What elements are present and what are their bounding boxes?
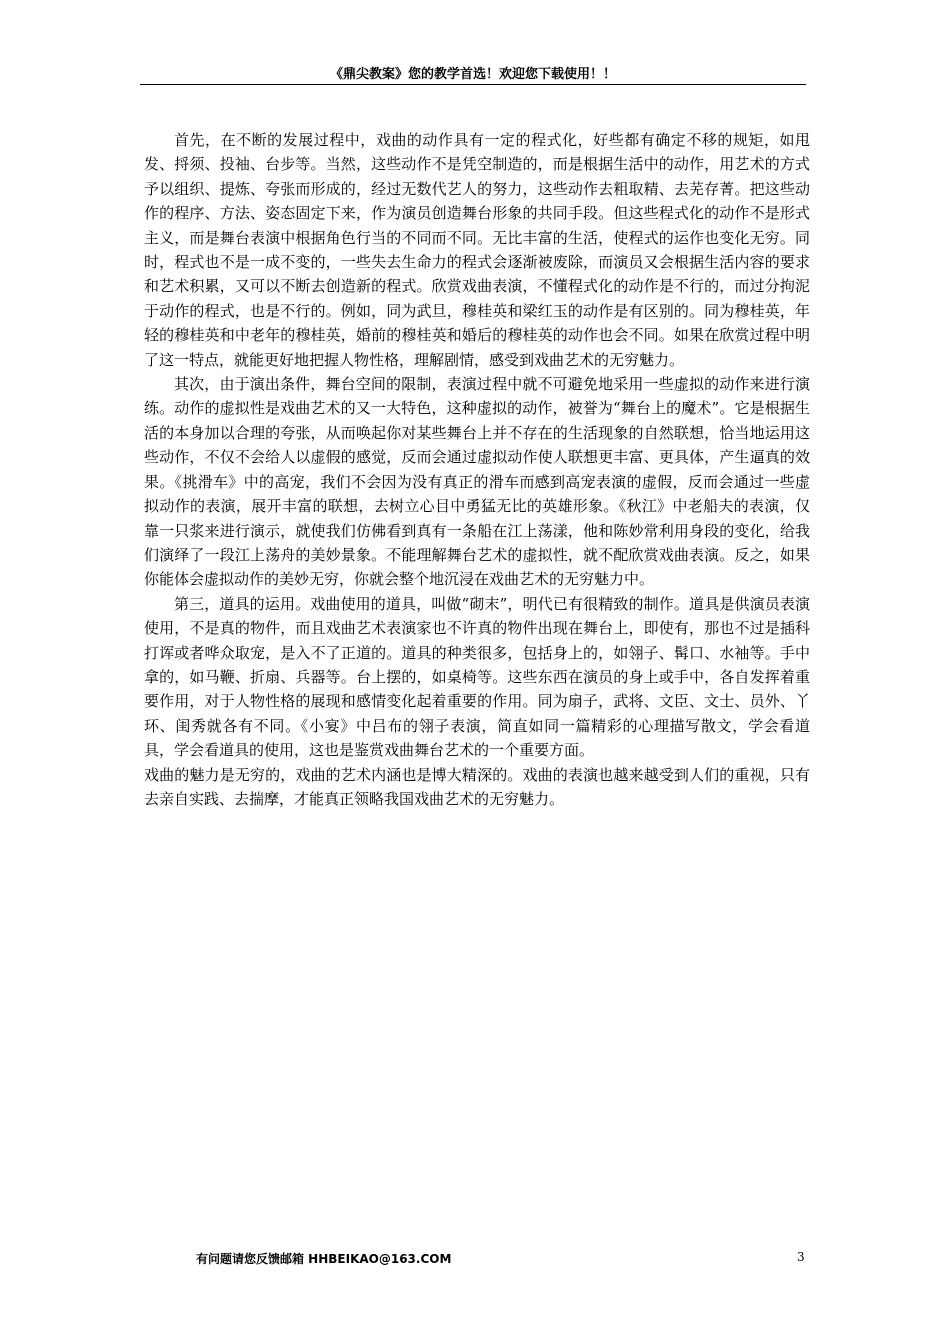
paragraph-3: 第三，道具的运用。戏曲使用的道具，叫做“砌末”，明代已有很精致的制作。道具是供演员表演使用，不是真的物件，而且戏曲艺术表演家也不许真的物件出现在舞台上，即使有，那也不过是插科打诨或者哗众取宠，是入不了正道的。道具的种类很多，包括身上的，如翎子、髯口、水袖等。手中拿的，如马鞭、折扇、兵器等。台上摆的，如桌椅等。这些东西在演员的身上或手中，各自发挥着重要作用，对于人物性格的展现和感情变化起着重要的作用。同为扇子，武将、文臣、文士、员外、丫环、闺秀就各有不同。《小宴》中吕布的翎子表演，简直如同一篇精彩的心理描写散文，学会看道具，学会看道具的使用，这也是鉴赏戏曲舞台艺术的一个重要方面。 — [144, 594, 810, 760]
paragraph-1: 首先，在不断的发展过程中，戏曲的动作具有一定的程式化，好些都有确定不移的规矩，如甩发、捋须、投袖、台步等。当然，这些动作不是凭空制造的，而是根据生活中的动作，用艺术的方式予以组织、提炼、夸张而形成的，经过无数代艺人的努力，这些动作去粗取精、去芜存菁。把这些动作的程序、方法、姿态固定下来，作为演员创造舞台形象的共同手段。但这些程式化的动作不是形式主义，而是舞台表演中根据角色行当的不同而不同。无比丰富的生活，使程式的运作也变化无穷。同时，程式也不是一成不变的，一些失去生命力的程式会逐渐被废除，而演员又会根据生活内容的要求和艺术积累，又可以不断去创造新的程式。欣赏戏曲表演，不懂程式化的动作是不行的，而过分拘泥于动作的程式，也是不行的。例如，同为武旦，穆桂英和梁红玉的动作是有区别的。同为穆桂英，年轻的穆桂英和中老年的穆桂英，婚前的穆桂英和婚后的穆桂英的动作也会不同。如果在欣赏过程中明了这一特点，就能更好地把握人物性格，理解剧情，感受到戏曲艺术的无穷魅力。 — [144, 131, 810, 369]
paragraph-4: 戏曲的魅力是无穷的，戏曲的艺术内涵也是博大精深的。戏曲的表演也越来越受到人们的重视，只有去亲自实践、去揣摩，才能真正领略我国戏曲艺术的无穷魅力。 — [144, 765, 810, 808]
header-divider — [140, 84, 806, 85]
paragraph-2: 其次，由于演出条件，舞台空间的限制，表演过程中就不可避免地采用一些虚拟的动作来进行演练。动作的虚拟性是戏曲艺术的又一大特色，这种虚拟的动作，被誉为“舞台上的魔术”。它是根据生活的本身加以合理的夸张，从而唤起你对某些舞台上并不存在的生活现象的自然联想，恰当地运用这些动作，不仅不会给人以虚假的感觉，反而会通过虚拟动作使人联想更丰富、更具体，产生逼真的效果。《挑滑车》中的高宠，我们不会因为没有真正的滑车而感到高宠表演的虚假，反而会通过一些虚拟动作的表演，展开丰富的联想，去树立心目中勇猛无比的英雄形象。《秋江》中老船夫的表演，仅靠一只浆来进行演示，就使我们仿佛看到真有一条船在江上荡漾，他和陈妙常利用身段的变化，给我们演绎了一段江上荡舟的美妙景象。不能理解舞台艺术的虚拟性，就不配欣赏戏曲表演。反之，如果你能体会虚拟动作的美妙无穷，你就会整个地沉浸在戏曲艺术的无穷魅力中。 — [144, 375, 810, 589]
page-number: 3 — [797, 1250, 805, 1264]
article-body — [144, 128, 810, 811]
page-header-title: 《鼎尖教案》您的教学首选！欢迎您下载使用！！ — [329, 67, 616, 82]
footer-contact: 有问题请您反馈邮箱 HHBEIKAO@163.COM — [196, 1252, 452, 1266]
